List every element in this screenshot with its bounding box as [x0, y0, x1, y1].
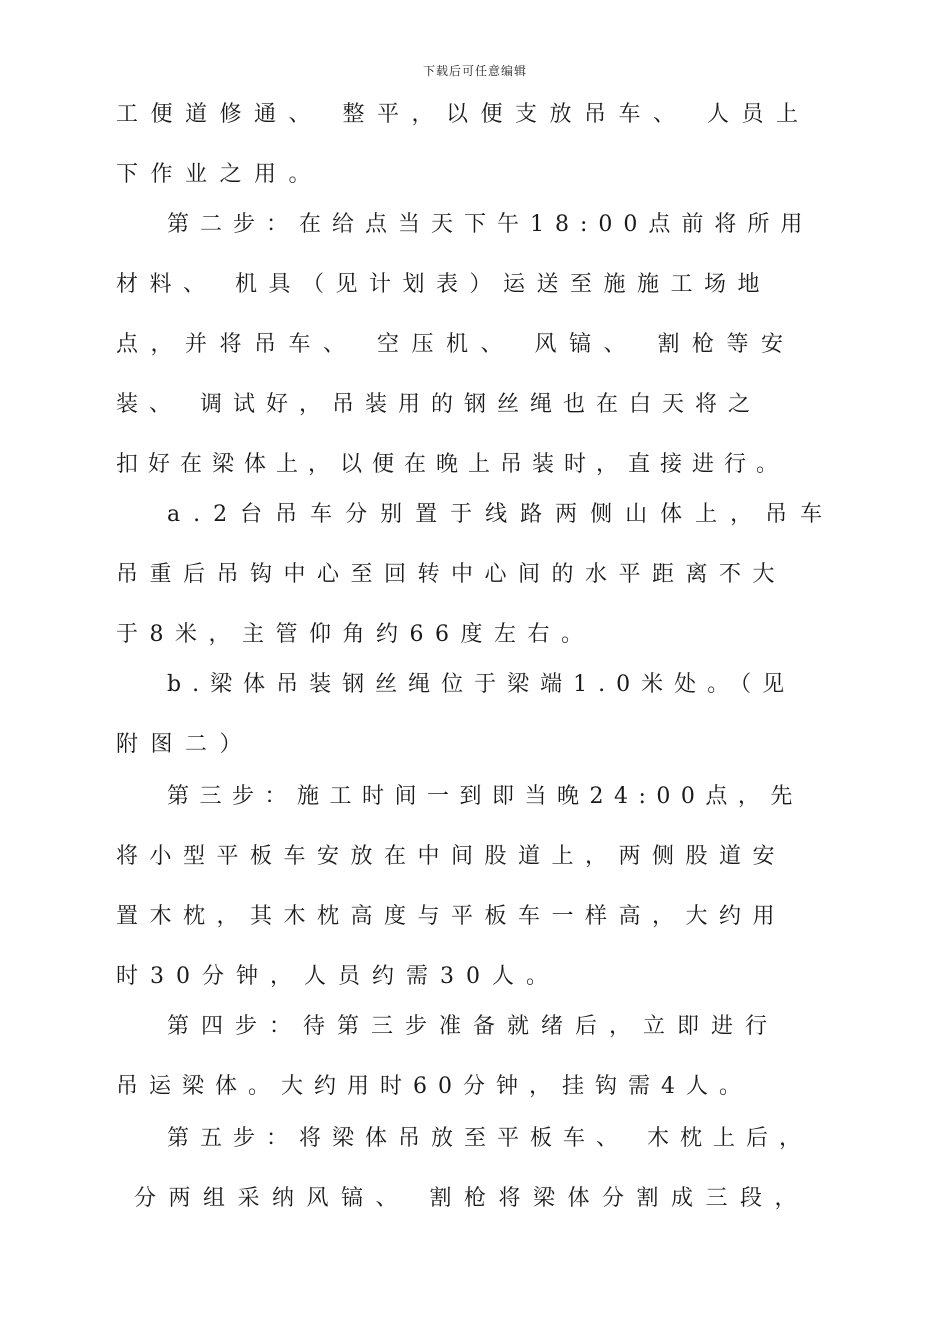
body-line: 工便道修通、 整平，以便支放吊车、 人员上 [116, 102, 811, 127]
body-line: 第五步：将梁体吊放至平板车、 木枕上后， [167, 1126, 812, 1151]
body-line: 下作业之用。 [116, 162, 324, 187]
body-line: 第四步：待第三步准备就绪后，立即进行 [167, 1014, 780, 1039]
body-line: 时30分钟，人员约需30人。 [116, 964, 560, 989]
body-line: 吊运梁体。大约用时60分钟，挂钩需4人。 [116, 1074, 752, 1099]
body-line: 于8米，主管仰角约66度左右。 [116, 622, 595, 647]
body-line: 第三步：施工时间一到即当晚24:00点，先 [167, 784, 803, 809]
body-line: 扣好在梁体上，以便在晚上吊装时，直接进行。 [116, 452, 789, 477]
page-header-note: 下载后可任意编辑 [422, 64, 527, 78]
body-line: 点，并将吊车、 空压机、 风镐、 割枪等安 [116, 332, 796, 357]
body-line: 置木枕，其木枕高度与平板车一样高，大约用 [116, 904, 787, 929]
body-line: 第二步：在给点当天下午18:00点前将所用 [167, 212, 814, 237]
body-line: 装、 调试好，吊装用的钢丝绳也在白天将之 [116, 392, 761, 417]
body-line: b.梁体吊装钢丝绳位于梁端1.0米处。（见 [167, 672, 796, 697]
body-line: a.2台吊车分别置于线路两侧山体上，吊车 [167, 502, 836, 527]
body-line: 附图二） [116, 732, 255, 757]
body-line: 将小型平板车安放在中间股道上，两侧股道安 [116, 844, 787, 869]
body-line: 分两组采纳风镐、 割枪将梁体分割成三段， [134, 1186, 809, 1211]
body-line: 吊重后吊钩中心至回转中心间的水平距离不大 [116, 562, 787, 587]
body-line: 材料、 机具（见计划表）运送至施施工场地 [116, 272, 771, 297]
